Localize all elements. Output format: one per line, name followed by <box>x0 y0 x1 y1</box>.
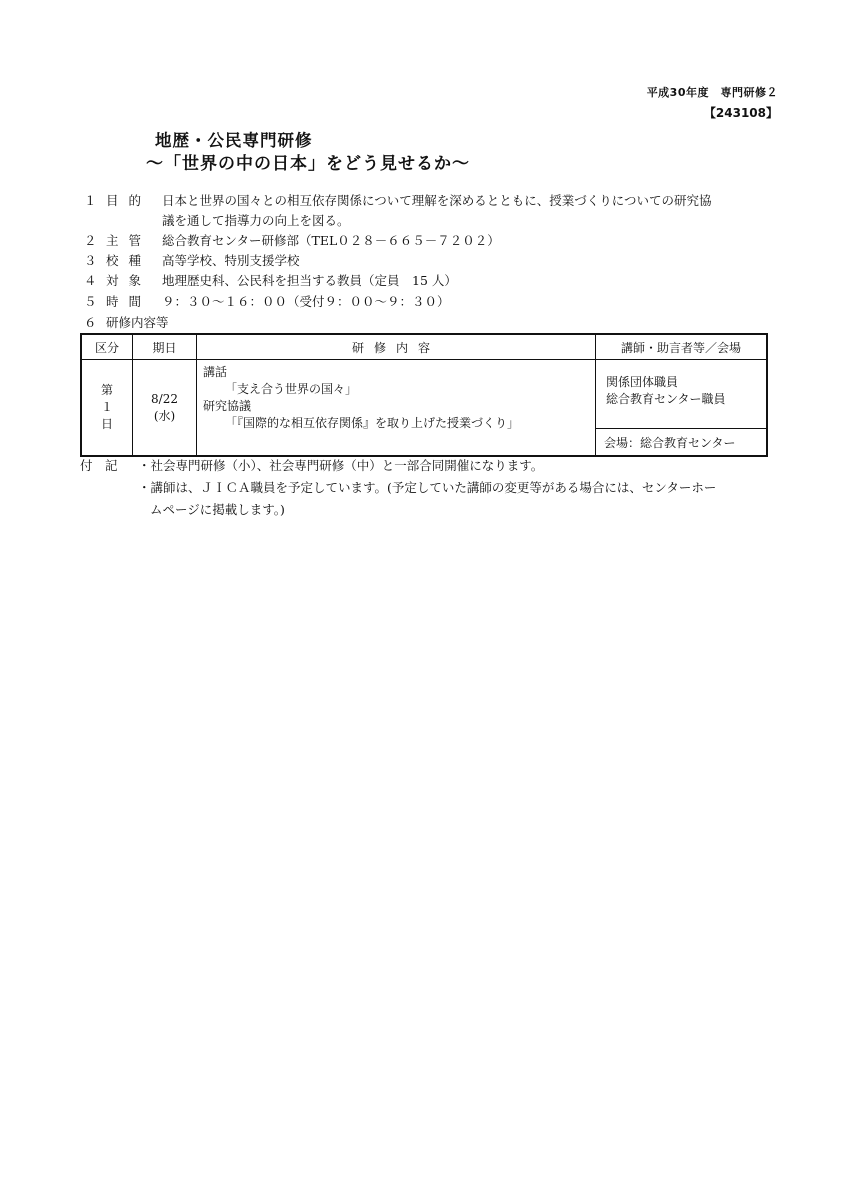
header-kubun: 区分 <box>81 334 133 360</box>
item-text: 総合教育センター研修部（TEL０２８－６６５－７２０２） <box>162 233 500 248</box>
content-line: 研究協議 <box>203 399 252 413</box>
venue-label: 会場：総合教育センター <box>596 428 766 455</box>
item-organizer: ２ 主管 総合教育センター研修部（TEL０２８－６６５－７２０２） <box>84 233 500 248</box>
content-line: 「『国際的な相互依存関係』を取り上げた授業づくり」 <box>225 416 520 430</box>
course-subtitle: ～「世界の中の日本」をどう見せるか～ <box>146 154 470 174</box>
item-contents-heading: ６ 研修内容等 <box>84 315 169 330</box>
fiscal-year-label: 平成30年度 専門研修２ <box>646 86 778 99</box>
item-label: 時間 <box>106 294 152 309</box>
note-line: ・社会専門研修（小）、社会専門研修（中）と一部合同開催になります。 <box>138 458 544 473</box>
item-label: 対象 <box>106 273 152 288</box>
item-text: 高等学校、特別支援学校 <box>162 253 300 268</box>
content-line: 講話 <box>203 365 228 379</box>
item-label: 主管 <box>106 233 152 248</box>
item-time: ５ 時間 ９：３０～１６：００（受付９：００～９：３０） <box>84 294 450 309</box>
header-content: 研修内容 <box>197 334 596 360</box>
item-target: ４ 対象 地理歴史科、公民科を担当する教員（定員 15 人） <box>84 273 457 288</box>
note-line: ムページに掲載します。) <box>150 502 285 517</box>
item-text: 日本と世界の国々との相互依存関係について理解を深めるとともに、授業づくりについての研究協 <box>162 193 712 208</box>
day-cell: 第 １ 日 <box>81 360 133 457</box>
item-text: 地理歴史科、公民科を担当する教員（定員 15 人） <box>162 273 457 288</box>
item-label: 目的 <box>106 193 152 208</box>
item-text-continued: 議を通して指導力の向上を図る。 <box>162 213 350 228</box>
note-line: ・講師は、ＪＩＣＡ職員を予定しています。(予定していた講師の変更等がある場合には、センターホー <box>138 480 717 495</box>
course-code: 【243108】 <box>703 106 778 120</box>
content-cell <box>197 360 596 457</box>
table-row <box>81 360 767 457</box>
header-lecturer: 講師・助言者等／会場 <box>596 334 768 360</box>
course-title: 地歴・公民専門研修 <box>155 131 313 150</box>
content-line: 「支え合う世界の国々」 <box>225 382 358 396</box>
lecturer-cell <box>596 360 768 457</box>
table-header-row <box>81 334 767 360</box>
item-label: 研修内容等 <box>106 315 169 330</box>
item-purpose: １ 目的 日本と世界の国々との相互依存関係について理解を深めるとともに、授業づくりについての研究協 <box>84 193 712 208</box>
header-date: 期日 <box>133 334 197 360</box>
item-school-type: ３ 校種 高等学校、特別支援学校 <box>84 253 300 268</box>
schedule-table <box>80 333 768 457</box>
lecturer-list: 関係団体職員 総合教育センター職員 <box>606 375 726 406</box>
date-cell: 8/22 (水) <box>133 360 197 457</box>
item-text: ９：３０～１６：００（受付９：００～９：３０） <box>162 294 450 309</box>
item-label: 校種 <box>106 253 152 268</box>
notes-label: 付 記 <box>80 458 118 473</box>
